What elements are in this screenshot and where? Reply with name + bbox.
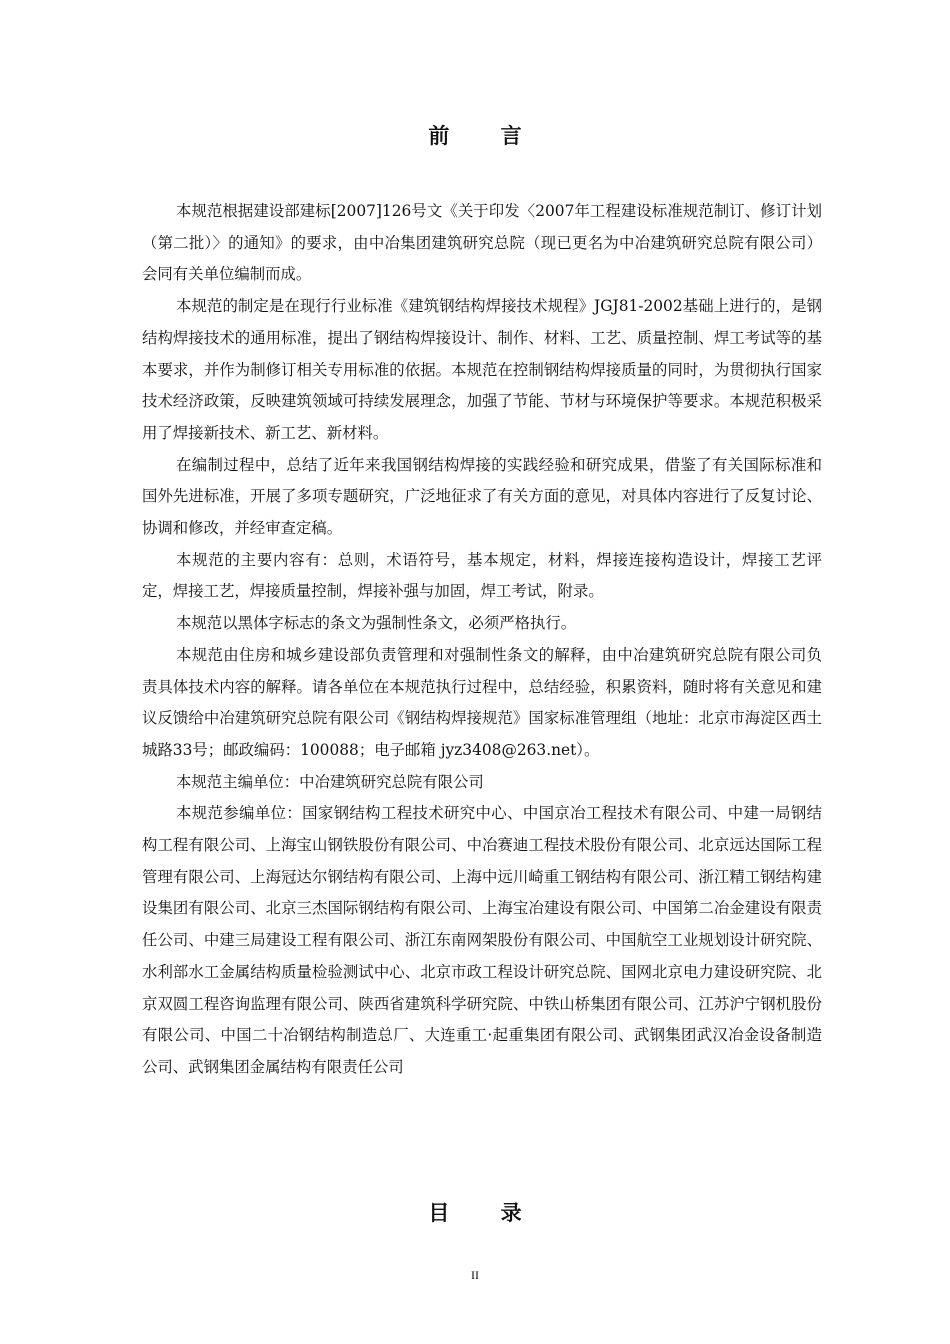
preface-paragraph-process: 在编制过程中，总结了近年来我国钢结构焊接的实践经验和研究成果，借鉴了有关国际标准和国外先进标准，开展了多项专题研究，广泛地征求了有关方面的意见，对具体内容进行了反复讨论、协调和修改，并经审查定稿。 bbox=[142, 455, 822, 538]
preface-paragraph-basis: 本规范根据建设部建标[2007]126号文《关于印发〈2007年工程建设标准规范制订、修订计划（第二批）〉的通知》的要求，由中冶集团建筑研究总院（现已更名为中冶建筑研究总院有限公司）会同有关单位编制而成。 bbox=[142, 202, 822, 284]
preface-body bbox=[142, 196, 822, 1084]
preface-paragraph-scope: 本规范的制定是在现行行业标准《建筑钢结构焊接技术规程》JGJ81-2002基础上进行的，是钢结构焊接技术的通用标准，提出了钢结构焊接设计、制作、材料、工艺、质量控制、焊工考试等的基本要求，并作为制修订相关专用标准的依据。本规范在控制钢结构焊接质量的同时，为贯彻执行国家技术经济政策，反映建筑领域可持续发展理念，加强了节能、节材与环境保护等要求。本规范积极采用了焊接新技术、新工艺、新材料。 bbox=[142, 297, 822, 442]
preface-paragraph-contents: 本规范的主要内容有：总则，术语符号，基本规定，材料，焊接连接构造设计，焊接工艺评定，焊接工艺，焊接质量控制，焊接补强与加固，焊工考试，附录。 bbox=[142, 550, 822, 601]
page-number: II bbox=[471, 1268, 479, 1282]
preface-paragraph-chief-editor: 本规范主编单位：中冶建筑研究总院有限公司 bbox=[176, 772, 484, 791]
preface-paragraph-management: 本规范由住房和城乡建设部负责管理和对强制性条文的解释，由中冶建筑研究总院有限公司负责具体技术内容的解释。请各单位在本规范执行过程中，总结经验，积累资料，随时将有关意见和建议反馈给中冶建筑研究总院有限公司《钢结构焊接规范》国家标准管理组（地址：北京市海淀区西土城路33号；邮政编码：100088；电子邮箱 jyz3408@263.net）。 bbox=[142, 645, 822, 759]
toc-title: 目 录 bbox=[428, 1201, 544, 1225]
preface-paragraph-mandatory: 本规范以黑体字标志的条文为强制性条文，必须严格执行。 bbox=[176, 614, 577, 633]
preface-title: 前 言 bbox=[428, 124, 544, 148]
preface-paragraph-participants: 本规范参编单位：国家钢结构工程技术研究中心、中国京冶工程技术有限公司、中建一局钢结构工程有限公司、上海宝山钢铁股份有限公司、中冶赛迪工程技术股份有限公司、北京远达国际工程管理有限公司、上海冠达尔钢结构有限公司、上海中远川崎重工钢结构有限公司、浙江精工钢结构建设集团有限公司、北京三杰国际钢结构有限公司、上海宝冶建设有限公司、中国第二冶金建设有限责任公司、中建三局建设工程有限公司、浙江东南网架股份有限公司、中国航空工业规划设计研究院、水利部水工金属结构质量检验测试中心、北京市政工程设计研究总院、国网北京电力建设研究院、北京双圆工程咨询监理有限公司、陕西省建筑科学研究院、中铁山桥集团有限公司、江苏沪宁钢机股份有限公司、中国二十冶钢结构制造总厂、大连重工·起重集团有限公司、武钢集团武汉冶金设备制造公司、武钢集团金属结构有限责任公司 bbox=[142, 804, 822, 1076]
